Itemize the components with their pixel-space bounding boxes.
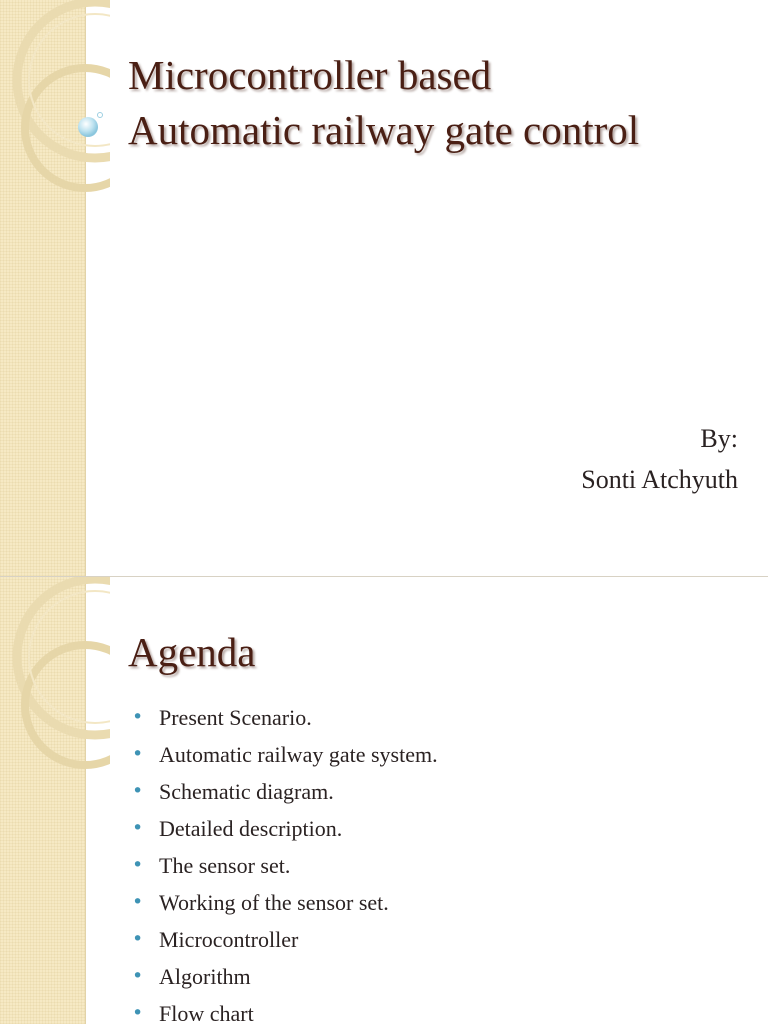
decorative-side-band bbox=[0, 577, 86, 1024]
list-item-text: Algorithm bbox=[159, 964, 251, 989]
list-item bbox=[130, 921, 438, 958]
author-byline bbox=[581, 418, 738, 500]
list-item-text: Detailed description. bbox=[159, 816, 343, 841]
list-item bbox=[130, 736, 438, 773]
agenda-title: Agenda bbox=[128, 629, 256, 675]
bullet-icon: • bbox=[132, 706, 144, 728]
list-item-text: Schematic diagram. bbox=[159, 779, 334, 804]
bullet-icon: • bbox=[132, 928, 144, 950]
agenda-slide bbox=[0, 577, 768, 1024]
title-line-2: Automatic railway gate control bbox=[128, 107, 640, 153]
decorative-side-band bbox=[0, 0, 86, 576]
author-name: Sonti Atchyuth bbox=[581, 465, 738, 494]
bullet-icon: • bbox=[132, 965, 144, 987]
list-item bbox=[130, 810, 438, 847]
list-item bbox=[130, 995, 438, 1024]
list-item-text: Present Scenario. bbox=[159, 705, 312, 730]
list-item bbox=[130, 884, 438, 921]
byline-label: By: bbox=[700, 424, 738, 453]
slide-title bbox=[128, 48, 639, 158]
list-item bbox=[130, 699, 438, 736]
bullet-icon: • bbox=[132, 1002, 144, 1024]
bullet-icon: • bbox=[132, 743, 144, 765]
bullet-icon: • bbox=[132, 891, 144, 913]
list-item-text: Microcontroller bbox=[159, 927, 299, 952]
title-line-1: Microcontroller based bbox=[128, 52, 492, 98]
decorative-rings bbox=[0, 577, 110, 1024]
list-item bbox=[130, 958, 438, 995]
bubble-icon bbox=[74, 110, 104, 140]
list-item-text: Automatic railway gate system. bbox=[159, 742, 438, 767]
list-item-text: Flow chart bbox=[159, 1001, 254, 1024]
bullet-icon: • bbox=[132, 854, 144, 876]
list-item-text: The sensor set. bbox=[159, 853, 291, 878]
list-item-text: Working of the sensor set. bbox=[159, 890, 389, 915]
list-item bbox=[130, 847, 438, 884]
decorative-rings bbox=[0, 0, 110, 576]
bullet-icon: • bbox=[132, 817, 144, 839]
bullet-icon: • bbox=[132, 780, 144, 802]
agenda-list bbox=[130, 699, 438, 1024]
list-item bbox=[130, 773, 438, 810]
